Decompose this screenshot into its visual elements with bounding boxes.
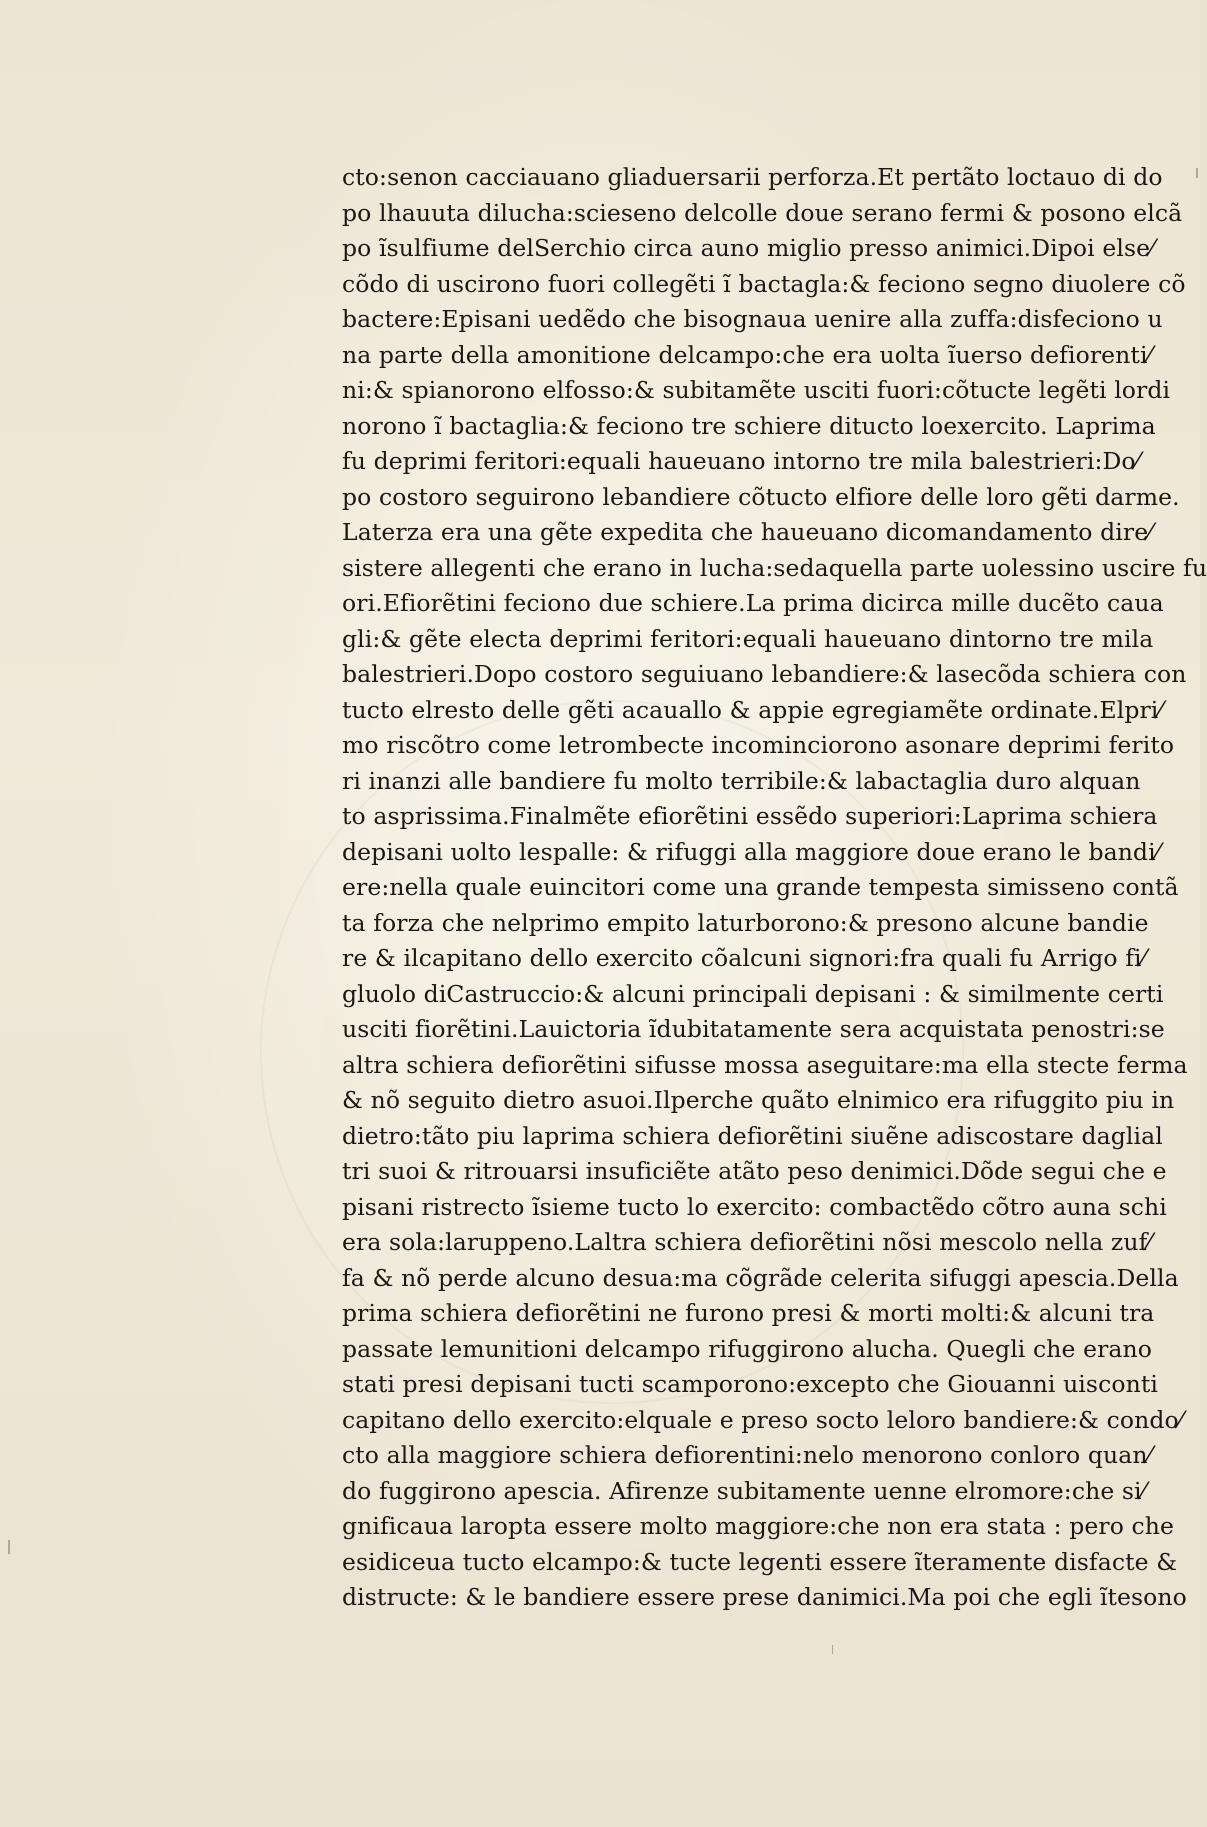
text-line: capitano dello exercito:elquale e preso socto leloro bandiere:& condo⁄: [342, 1405, 1183, 1434]
text-line: usciti fiorẽtini.Lauictoria ĩdubitatamente sera acquistata penostri:se: [342, 1015, 1165, 1043]
text-line: gnificaua laropta essere molto maggiore:che non era stata : pero che: [342, 1512, 1175, 1540]
text-line: era sola:laruppeno.Laltra schiera defiorẽtini nõsi mescolo nella zuf⁄: [342, 1228, 1152, 1256]
text-line: do fuggirono apescia. Afirenze subitamente uenne elromore:che si⁄: [342, 1476, 1146, 1505]
paper-speck: [832, 1645, 833, 1654]
text-line: ni:& spianorono elfosso:& subitamẽte usciti fuori:cõtucte legẽti lordi: [342, 376, 1171, 404]
text-line: to asprissima.Finalmẽte efiorẽtini essẽdo superiori:Laprima schiera: [342, 802, 1158, 830]
text-line: gluolo diCastruccio:& alcuni principali depisani : & similmente certi: [342, 979, 1164, 1008]
text-line: ta forza che nelprimo empito laturborono:& presono alcune bandie: [342, 908, 1149, 937]
text-line: ere:nella quale euincitori come una grande tempesta simissеno contã: [342, 873, 1179, 901]
text-line: ri inanzi alle bandiere fu molto terribile:& labactaglia duro alquan: [342, 766, 1141, 795]
text-line: cto alla maggiore schiera defiorentini:nelo menorono conloro quan⁄: [342, 1441, 1152, 1469]
text-line: depisani uolto lespalle: & rifuggi alla maggiore doue erano le bandi⁄: [342, 837, 1160, 866]
text-line: fa & nõ perde alcuno desua:ma cõgrãde celerita sifuggi apescia.Della: [342, 1263, 1179, 1292]
text-line: bactere:Episani uedẽdo che bisognaua uenire alla zuffa:disfeciono u: [342, 305, 1163, 333]
text-line: stati presi depisani tucti scamporono:excepto che Giouanni uisconti: [342, 1370, 1158, 1398]
text-line: prima schiera defiorẽtini ne furono presi & morti molti:& alcuni tra: [342, 1299, 1155, 1327]
text-line: gli:& gẽte electa deprimi feritori:equali haueuano dintorno tre mila: [342, 624, 1154, 653]
text-line: dietro:tãto piu laprima schiera defiorẽtini siuẽne adiscostare daglial: [342, 1121, 1163, 1150]
text-line: esidiceua tucto elcampo:& tucte legenti essere ĩteramente disfacte &: [342, 1547, 1178, 1576]
text-line: po costoro seguirono lebandiere cõtucto elfiore delle loro gẽti darme.: [342, 482, 1180, 511]
text-line: cõdo di uscirono fuori collegẽti ĩ bactagla:& fecіono segno diuolere cõ: [342, 269, 1186, 298]
text-line: tri suoi & ritrouarsi insuficiẽte atãto peso denimici.Dõde segui che e: [342, 1157, 1167, 1185]
text-line: fu deprimi feritori:equali haueuano intorno tre mila balestrieri:Do⁄: [342, 447, 1140, 475]
text-line: passate lemunitioni delcampo rifuggirono alucha. Quegli che erano: [342, 1334, 1152, 1363]
text-line: pisani ristrecto ĩsieme tucto lo exercito: combactẽdo cõtro auna schi: [342, 1192, 1167, 1221]
text-line: & nõ seguito dietro asuoi.Ilperche quãto elnimico era rifuggito piu in: [342, 1086, 1175, 1114]
text-line: altra schiera defiorẽtini sifusse mossa aseguitare:ma ella stecte ferma: [342, 1050, 1188, 1079]
text-line: mo riscõtro come letrombecte incominciorono asonare deprimi ferito: [342, 731, 1175, 759]
paper-speck: [1196, 168, 1198, 178]
text-line: sistere allegenti che erano in lucha:sedaquella parte uolessino uscire fu: [342, 553, 1207, 582]
text-line: Laterza era una gẽte expedita che haueuano dicomandamento dire⁄: [342, 518, 1153, 546]
text-line: ori.Efiorẽtini feciono due schiere.La prima dicirca mille ducẽto caua: [342, 589, 1164, 617]
text-line: na parte della amonitione delcampo:che era uolta ĩuerso defiorenti⁄: [342, 340, 1152, 369]
text-line: po ĩsulfiume delSerchio circa auno miglio presso animici.Dipoi else⁄: [342, 234, 1155, 262]
text-line: norono ĩ bactaglia:& feciono tre schiere ditucto loexercito. Laprima: [342, 411, 1156, 440]
text-line: cto:senon cacciauano gliaduersarii perforza.Et pertãto loctauo di do: [342, 163, 1163, 191]
text-line: tucto elresto delle gẽti acauallo & appie egregiamẽte ordinate.Elpri⁄: [342, 695, 1163, 724]
text-line: distructe: & le bandiere essere prese danimici.Ma poi che egli ĩtesono: [342, 1583, 1187, 1611]
paper-speck: [8, 1540, 10, 1554]
text-line: re & ilcapitano dello exercito cõalcuni signori:fra quali fu Arrigo fi⁄: [342, 944, 1146, 972]
text-line: balestrieri.Dopo costoro seguiuano lebandiere:& lasecõda schiera con: [342, 660, 1187, 688]
printed-text-block: [342, 160, 1207, 1616]
text-line: po lhauuta dilucha:sciesenо delcolle doue serano fermi & posono elcã: [342, 198, 1183, 227]
